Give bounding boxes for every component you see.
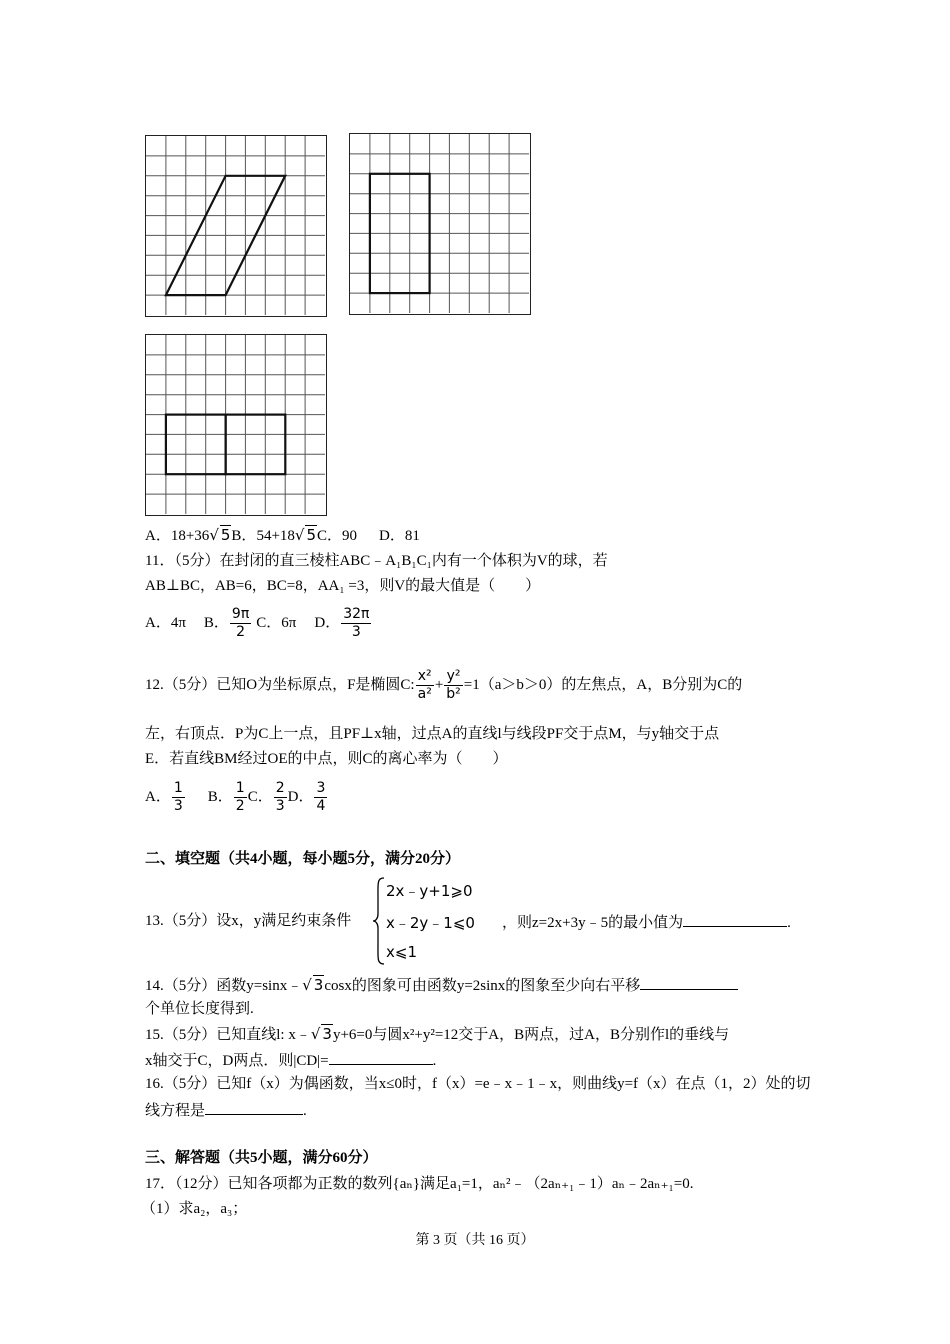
q14-text-post: cosx的图象可由函数y=2sinx的图象至少向右平移: [324, 978, 641, 994]
q11-option-b-fraction: [230, 606, 251, 641]
q12-option-c-label: C．: [247, 789, 273, 805]
q12-options: [145, 776, 328, 818]
denominator: b²: [446, 686, 461, 703]
denominator: 3: [173, 798, 183, 815]
period: .: [432, 1053, 437, 1069]
q12-option-a-fraction: [172, 780, 185, 815]
q15-text-pre: 15.（5分）已知直线l: x﹣: [145, 1027, 311, 1043]
q12-line3: E．若直线BM经过OE的中点，则C的离心率为（ ）: [145, 751, 508, 767]
sqrt-symbol: √ 5: [294, 526, 317, 544]
numerator: y²: [446, 668, 461, 685]
answer-blank[interactable]: [205, 1100, 303, 1115]
q15-text-post: y+6=0与圆x²+y²=12交于A，B两点，过A，B分别作l的垂线与: [332, 1027, 730, 1043]
numerator: 2: [275, 780, 285, 797]
answer-blank[interactable]: [683, 912, 787, 927]
q13-question: ，则z=2x+3y﹣5的最小值为: [502, 915, 684, 931]
numerator: 3: [316, 780, 326, 797]
section-2-heading: 二、填空题（共4小题，每小题5分，满分20分）: [145, 851, 461, 867]
denominator: 2: [235, 798, 245, 815]
q14-radicand: 3: [313, 976, 324, 994]
q13-constraint-3: x⩽1: [386, 943, 417, 961]
q13-constraint-system: [372, 876, 502, 966]
q17-line1: 17．（12分）已知各项都为正数的数列{aₙ}满足a₁=1，aₙ²﹣（2aₙ₊₁﹣1）aₙ﹣2aₙ₊₁=0.: [145, 1176, 694, 1192]
q14-line1: [145, 975, 738, 995]
sqrt-symbol: √ 5: [209, 526, 231, 544]
three-view-side-grid: [349, 133, 531, 315]
q11-option-b-label: B．: [203, 615, 229, 631]
q13-text-post: [502, 912, 791, 932]
plus-sign: +: [434, 677, 444, 693]
right-square-shape: [226, 415, 286, 475]
q11-line1: 11．（5分）在封闭的直三棱柱ABC﹣A₁B₁C₁内有一个体积为V的球，若: [145, 553, 608, 569]
q11-option-c: C．6π: [256, 615, 297, 631]
q15-radicand: 3: [322, 1025, 332, 1043]
period: .: [787, 915, 791, 931]
q11-line2: AB⊥BC，AB=6，BC=8，AA₁ =3，则V的最大值是（ ）: [145, 578, 541, 594]
q12-option-b-fraction: [234, 780, 247, 815]
q17-line2: （1）求a₂，a₃；: [141, 1201, 248, 1217]
denominator: 3: [275, 798, 285, 815]
denominator: 2: [236, 624, 246, 641]
page-footer: 第 3 页（共 16 页）: [415, 1233, 535, 1248]
q12-line2: 左，右顶点．P为C上一点，且PF⊥x轴，过点A的直线l与线段PF交于点M，与y轴交于点: [145, 726, 720, 742]
q12-text-pre: 12.（5分）已知O为坐标原点，F是椭圆C:: [145, 677, 415, 693]
q14-line2: 个单位长度得到.: [145, 1001, 254, 1017]
q10-option-a-label: A．: [145, 528, 171, 544]
q16-question: 线方程是: [145, 1103, 206, 1119]
q16-line1: 16.（5分）已知f（x）为偶函数，当x≤0时，f（x）=e﹣x﹣1﹣x，则曲线y=f（x）在点（1，2）处的切: [145, 1076, 811, 1092]
q10-option-b-value: 54+18: [256, 528, 295, 544]
three-view-top-grid: [145, 334, 327, 516]
q12-option-d-fraction: [314, 780, 327, 815]
q15-question: x轴交于C，D两点．则|CD|=: [145, 1053, 329, 1069]
q14-text-pre: 14.（5分）函数y=sinx﹣: [145, 978, 303, 994]
q10-option-b-radicand: 5: [306, 526, 317, 544]
q10-option-a-value: 18+36: [170, 528, 210, 544]
numerator: 32π: [343, 606, 370, 623]
q12-line1: [145, 664, 742, 706]
sqrt-symbol: √ 3: [302, 976, 324, 994]
numerator: x²: [417, 668, 432, 685]
sqrt-symbol: √ 3: [310, 1025, 332, 1043]
q11-options: [145, 603, 372, 643]
q15-line1: [145, 1025, 729, 1044]
q11-option-a: A．4π: [145, 615, 186, 631]
q10-option-c: C．90: [317, 528, 358, 544]
q10-option-d: D．81: [379, 528, 420, 544]
q12-option-c-fraction: [274, 780, 287, 815]
q12-option-b-label: B．: [207, 789, 233, 805]
answer-blank[interactable]: [329, 1050, 433, 1065]
q12-x-fraction: [416, 668, 434, 703]
period: .: [303, 1103, 307, 1119]
q13-constraint-2: x﹣2y﹣1⩽0: [386, 914, 475, 932]
q11-option-d-fraction: [341, 606, 371, 641]
q10-options: [145, 526, 420, 545]
q12-option-d-label: D．: [287, 789, 314, 805]
q12-option-a-label: A．: [145, 789, 171, 805]
denominator: 4: [316, 798, 326, 815]
section-3-heading: 三、解答题（共5小题，满分60分）: [145, 1150, 378, 1166]
numerator: 9π: [231, 606, 250, 623]
numerator: 1: [235, 780, 245, 797]
left-square-shape: [166, 415, 226, 475]
q11-option-d-label: D．: [314, 615, 341, 631]
q15-line2: [145, 1050, 436, 1070]
q12-y-fraction: [444, 668, 463, 703]
q13-text-pre: 13.（5分）设x，y满足约束条件: [145, 913, 352, 929]
q12-text-post: =1（a＞b＞0）的左焦点，A，B分别为C的: [463, 677, 743, 693]
left-brace-icon: [372, 876, 386, 966]
q16-line2: [145, 1100, 307, 1120]
denominator: 3: [351, 624, 361, 641]
q10-option-a-radicand: 5: [220, 526, 231, 544]
q13-constraint-1: 2x﹣y+1⩾0: [386, 882, 473, 900]
q10-option-b-label: B．: [231, 528, 257, 544]
denominator: a²: [417, 686, 432, 703]
answer-blank[interactable]: [640, 975, 738, 990]
three-view-front-grid: [145, 135, 327, 317]
numerator: 1: [173, 780, 183, 797]
